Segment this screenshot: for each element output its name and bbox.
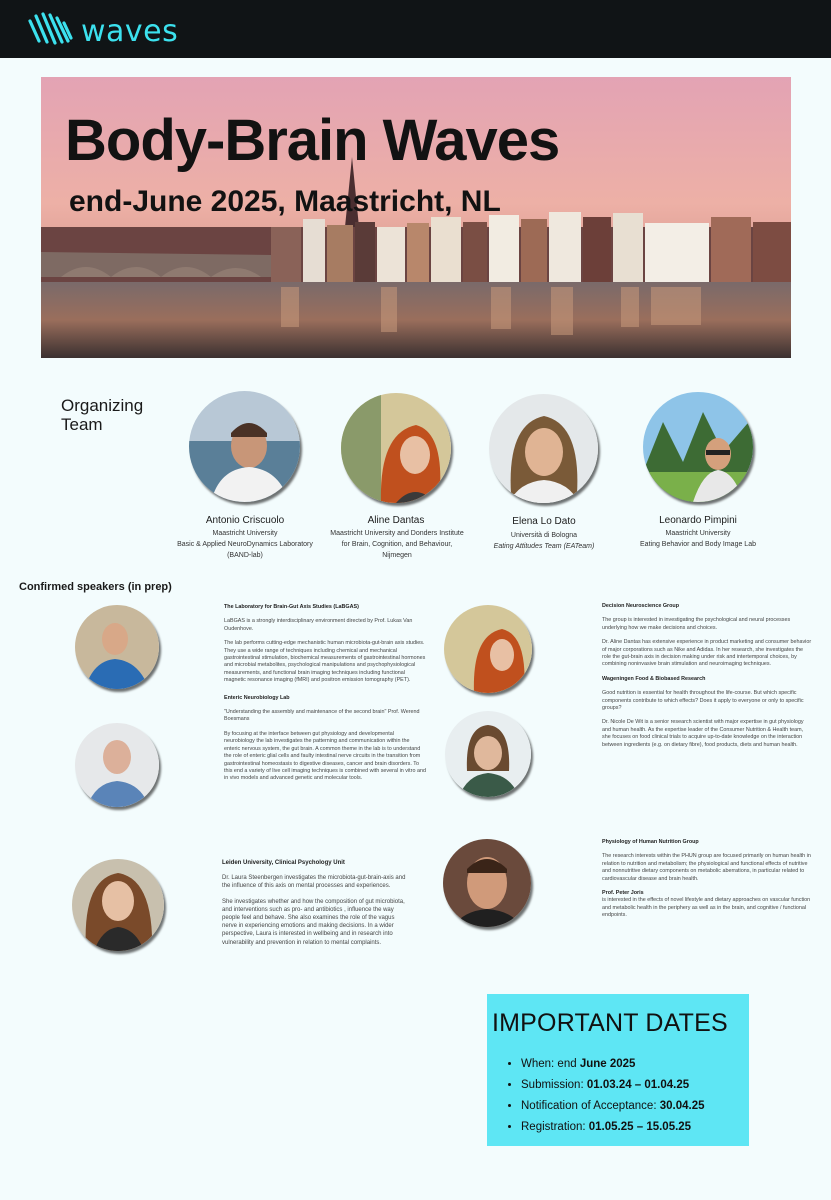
confirmed-speakers-heading: Confirmed speakers (in prep): [19, 581, 172, 593]
speaker-block-labgas: The Laboratory for Brain-Gut Axis Studies (LaBGAS) LaBGAS is a strongly interdisciplinary environment directed by Prof. Lukas Van Oudenhove. The lab performs cutting-edge mechanistic human microbiota-gut-brain axis studies. They use a wide range of techniques including chemical and mechanical gastrointestinal stimulation, biochemical measurements of gastrointestinal hormones and microbial metabolites, psychological manipulations and psychophysiological measurements, and functional brain imaging techniques including functional magnetic resonance imaging (fMRI) and positron emission tomography (PET). Enteric Neurobiology Lab "Understanding the assembly and maintenance of the second brain" Prof. Werend Boesmans By focusing at the interface between gut physiology and developmental neurobiology the lab investigates the patterning and communication within the enteric nervous system, the gut brain. A common theme in the lab is to understand the role of enteric glial cells and faulty intestinal nerve circuits in the transition from gastrointestinal homeostasis to digestive diseases, cancer and brain disorders. To this end a variety of live cell imaging techniques is combined with several in vitro and in vivo models and advanced genetic and molecular tools.: [224, 604, 426, 782]
organizing-team-heading: Organizing Team: [61, 396, 144, 434]
important-dates-list: [507, 1054, 704, 1138]
organizer-name: Antonio Criscuolo: [205, 515, 285, 526]
organizer-name: Aline Dantas: [367, 515, 425, 526]
avatar-speaker-dantas: [444, 605, 532, 693]
banner-title: Body-Brain Waves: [65, 108, 560, 173]
avatar-leonardo-pimpini: [643, 392, 753, 502]
speaker-block-decision: Decision Neuroscience Group The group is interested in investigating the psychological and neural processes underlying how we make decisions and choices. Dr. Aline Dantas has extensive experience in product marketing and consumer behavior of major corporations such as Nike and Adidas. In her research, she investigates the role the gut-brain axis in decision making under risk and intertemporal choices, by combining noninvasive brain stimulation and neuroimaging techniques. Wageningen Food & Biobased Research Good nutrition is essential for health throughout the life-course. But which specific components contribute to which effects? Does it apply to everyone or only to specific groups? Dr. Nicole De Wit is a senior research scientist with major expertise in gut physiology and human health. As the expertise leader of the Consumer Nutrition & Health team, she focuses on food clinical trials to acquire up-to-date knowledge on the interaction between ingredients (e.g. on dietary fibre), food products, diets and human health.: [602, 603, 812, 748]
organizer-affiliation: Maastricht University Eating Behavior and Body Image Lab: [640, 530, 756, 548]
waves-logo-icon: [27, 11, 73, 52]
organizer-affiliation: Maastricht University Basic & Applied NeuroDynamics Laboratory (BAND-lab): [177, 530, 313, 559]
date-item: • Registration: 01.05.25 – 15.05.25: [521, 1117, 704, 1138]
avatar-speaker-steenbergen: [72, 859, 164, 951]
important-dates-box: [487, 994, 749, 1146]
organizer-affiliation: Maastricht University and Donders Institute for Brain, Cognition, and Behaviour, Nijmegen: [330, 530, 464, 559]
avatar-aline-dantas: [341, 393, 451, 503]
avatar-speaker-joris: [443, 839, 531, 927]
speaker-block-leiden: Leiden University, Clinical Psychology Unit Dr. Laura Steenbergen investigates the microbiota-gut-brain-axis and the influence of this axis on mental processes and experiences. She investigates whether and how the composition of gut microbiota, and interventions such as pro- and antibiotics , influence the way people feel and behave. She also examines the role of the vagus nerve in experiencing emotions and making decisions. In a wider perspective, Laura is interested in wellbeing and in research into vulnerability and prevention in relation to mental complaints.: [222, 860, 406, 946]
organizer-affiliation: Università di Bologna Eating Attitudes Team (EATeam): [493, 532, 595, 550]
avatar-elena-lo-dato: [489, 394, 598, 503]
important-dates-title: IMPORTANT DATES: [492, 1009, 728, 1037]
avatar-antonio-criscuolo: [189, 391, 300, 502]
date-item: • Submission: 01.03.24 – 01.04.25: [521, 1075, 704, 1096]
speaker-block-phun: Physiology of Human Nutrition Group The research interests within the PHUN group are focused primarily on human health in relation to nutrition and metabolism; the physiological and functional effects of nutritive and nonnutritive dietary components on metabolic aberrations, in particular related to cardiovascular disease and brain health. Prof. Peter Joris is interested in the effects of novel lifestyle and dietary approaches on vascular function and metabolic health in the periphery as well as in the brain, and cognitive / functional endpoints.: [602, 839, 811, 919]
date-item: • Notification of Acceptance: 30.04.25: [521, 1096, 704, 1117]
organizer-name: Elena Lo Dato: [512, 516, 576, 527]
avatar-speaker-boesmans: [75, 723, 159, 807]
avatar-speaker-de-wit: [445, 711, 531, 797]
brand-logo[interactable]: [27, 11, 178, 52]
top-bar: [0, 0, 831, 58]
avatar-speaker-van-oudenhove: [75, 605, 159, 689]
organizer-name: Leonardo Pimpini: [659, 515, 737, 526]
date-item: • When: end June 2025: [521, 1054, 704, 1075]
hero-banner: [41, 77, 791, 358]
banner-subtitle: end-June 2025, Maastricht, NL: [69, 185, 501, 218]
brand-name: waves: [81, 14, 179, 49]
